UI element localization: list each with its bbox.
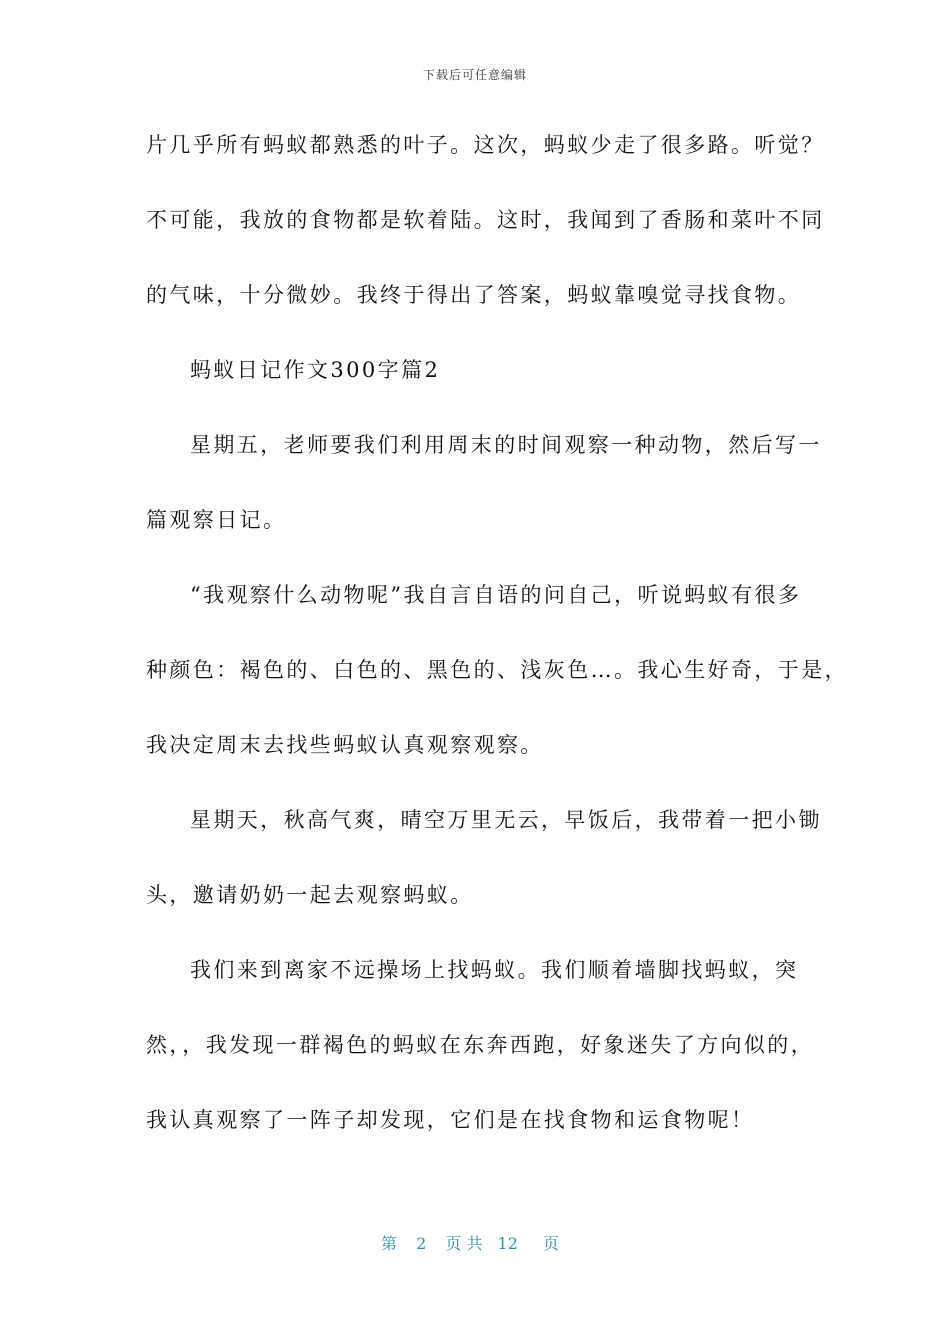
page-number: 2 (416, 1234, 427, 1253)
text-line: 然，，我发现一群褐色的蚂蚁在东奔西跑，好象迷失了方向似的， (146, 1033, 815, 1057)
text-line: “我观察什么动物呢”我自言自语的问自己，听说蚂蚁有很多 (190, 583, 802, 607)
page-footer (0, 1231, 950, 1254)
text-line: 星期五，老师要我们利用周末的时间观察一种动物，然后写一 (190, 433, 822, 457)
text-line: 种颜色：褐色的、白色的、黑色的、浅灰色…。我心生好奇，于是， (146, 658, 848, 682)
page-label: 第 (380, 1234, 397, 1253)
text-line: 片几乎所有蚂蚁都熟悉的叶子。这次，蚂蚁少走了很多路。听觉？ (146, 133, 825, 157)
download-note: 下载后可任意编辑 (422, 68, 527, 82)
text-line: 头，邀请奶奶一起去观察蚂蚁。 (146, 883, 474, 907)
text-line: 篇观察日记。 (146, 508, 287, 532)
page-suffix: 页 (543, 1234, 560, 1253)
section-heading: 蚂蚁日记作文300字篇2 (190, 358, 441, 382)
text-line: 的气味，十分微妙。我终于得出了答案，蚂蚁靠嗅觉寻找食物。 (146, 283, 802, 307)
total-pages: 12 (497, 1234, 518, 1253)
text-line: 我认真观察了一阵子却发现，它们是在找食物和运食物呢！ (146, 1108, 755, 1132)
text-line: 星期天，秋高气爽，晴空万里无云，早饭后，我带着一把小锄 (190, 808, 822, 832)
text-line: 我决定周末去找些蚂蚁认真观察观察。 (146, 733, 544, 757)
text-line: 不可能，我放的食物都是软着陆。这时，我闻到了香肠和菜叶不同 (146, 208, 825, 232)
text-line: 我们来到离家不远操场上找蚂蚁。我们顺着墙脚找蚂蚁，突 (190, 958, 799, 982)
of-label: 页 共 (445, 1234, 483, 1253)
